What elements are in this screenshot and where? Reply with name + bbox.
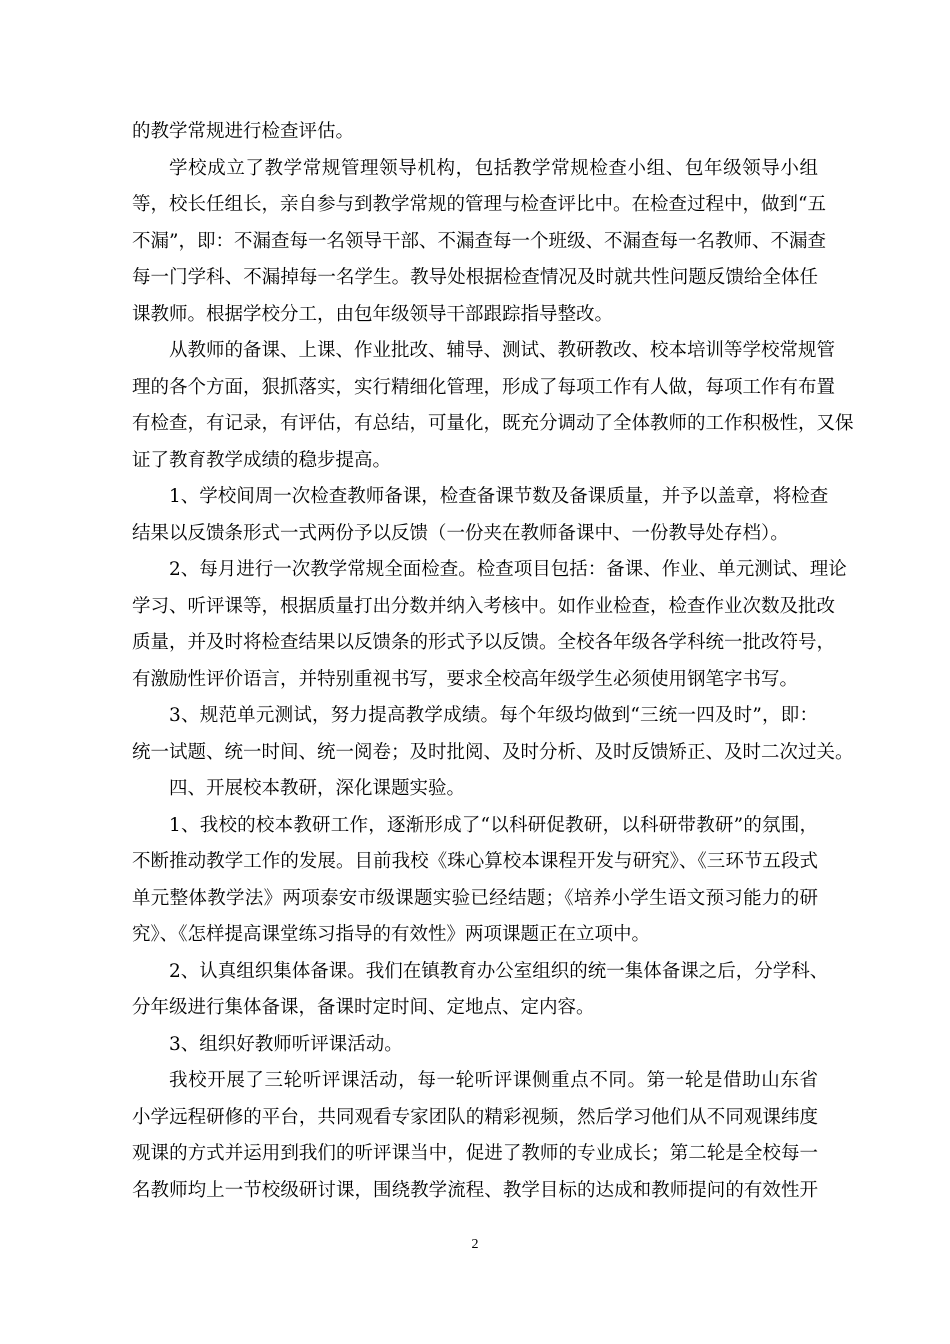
text-line: 质量，并及时将检查结果以反馈条的形式予以反馈。全校各年级各学科统一批改符号， — [132, 632, 836, 653]
paragraph — [132, 808, 818, 954]
text-line: 等，校长任组长，亲自参与到教学常规的管理与检查评比中。在检查过程中，做到“五 — [132, 194, 826, 215]
paragraph — [132, 698, 854, 771]
paragraph — [132, 479, 829, 552]
paragraph — [132, 151, 826, 334]
text-line: 学习、听评课等，根据质量打出分数并纳入考核中。如作业检查，检查作业次数及批改 — [132, 595, 836, 617]
text-line: 3、组织好教师听评课活动。 — [169, 1033, 403, 1055]
paragraph — [132, 771, 818, 808]
text-line: 3、规范单元测试，努力提高教学成绩。每个年级均做到“三统一四及时”，即： — [169, 705, 818, 726]
paragraph — [132, 1027, 818, 1064]
text-line: 学校成立了教学常规管理领导机构，包括教学常规检查小组、包年级领导小组 — [169, 157, 818, 179]
text-line: 结果以反馈条形式一式两份予以反馈（一份夹在教师备课中、一份教导处存档）。 — [132, 522, 789, 544]
text-line: 课教师。根据学校分工，由包年级领导干部跟踪指导整改。 — [132, 303, 614, 325]
paragraph — [132, 114, 818, 151]
paragraph — [132, 333, 854, 479]
text-line: 究》、《怎样提高课堂练习指导的有效性》两项课题正在立项中。 — [132, 924, 651, 945]
text-line: 名教师均上一节校级研讨课，围绕教学流程、教学目标的达成和教师提问的有效性开 — [132, 1179, 818, 1201]
text-line: 有检查，有记录，有评估，有总结，可量化，既充分调动了全体教师的工作积极性，又保 — [132, 413, 854, 434]
text-line: 2、每月进行一次教学常规全面检查。检查项目包括：备课、作业、单元测试、理论 — [169, 559, 847, 580]
text-line: 小学远程研修的平台，共同观看专家团队的精彩视频，然后学习他们从不同观课纬度 — [132, 1106, 818, 1128]
text-line: 不漏”，即：不漏查每一名领导干部、不漏查每一个班级、不漏查每一名教师、不漏查 — [132, 230, 826, 252]
text-line: 证了教育教学成绩的稳步提高。 — [132, 449, 392, 471]
text-line: 单元整体教学法》两项泰安市级课题实验已经结题；《培养小学生语文预习能力的研 — [132, 887, 818, 909]
body-text — [132, 114, 854, 1209]
text-line: 统一试题、统一时间、统一阅卷；及时批阅、及时分析、及时反馈矫正、及时二次过关。 — [132, 741, 854, 763]
text-line: 2、认真组织集体备课。我们在镇教育办公室组织的统一集体备课之后，分学科、 — [169, 960, 829, 982]
text-line: 从教师的备课、上课、作业批改、辅导、测试、教研教改、校本培训等学校常规管 — [169, 340, 836, 361]
text-line: 理的各个方面，狠抓落实，实行精细化管理，形成了每项工作有人做，每项工作有布置 — [132, 376, 836, 398]
page-number: 2 — [471, 1237, 479, 1252]
text-line: 四、开展校本教研，深化课题实验。 — [169, 778, 466, 799]
text-line: 我校开展了三轮听评课活动，每一轮听评课侧重点不同。第一轮是借助山东省 — [169, 1070, 818, 1091]
paragraph — [132, 1063, 818, 1209]
text-line: 观课的方式并运用到我们的听评课当中，促进了教师的专业成长；第二轮是全校每一 — [132, 1143, 818, 1164]
text-line: 1、学校间周一次检查教师备课，检查备课节数及备课质量，并予以盖章，将检查 — [169, 486, 829, 507]
text-line: 1、我校的校本教研工作，逐渐形成了“以科研促教研，以科研带教研”的氛围， — [169, 814, 818, 836]
text-line: 分年级进行集体备课，备课时定时间、定地点、定内容。 — [132, 997, 595, 1018]
text-line: 不断推动教学工作的发展。目前我校《珠心算校本课程开发与研究》、《三环节五段式 — [132, 851, 818, 872]
text-line: 的教学常规进行检查评估。 — [132, 121, 355, 142]
text-line: 有激励性评价语言，并特别重视书写，要求全校高年级学生必须使用钢笔字书写。 — [132, 668, 799, 690]
paragraph — [132, 552, 847, 698]
paragraph — [132, 954, 829, 1027]
text-line: 每一门学科、不漏掉每一名学生。教导处根据检查情况及时就共性问题反馈给全体任 — [132, 267, 818, 288]
